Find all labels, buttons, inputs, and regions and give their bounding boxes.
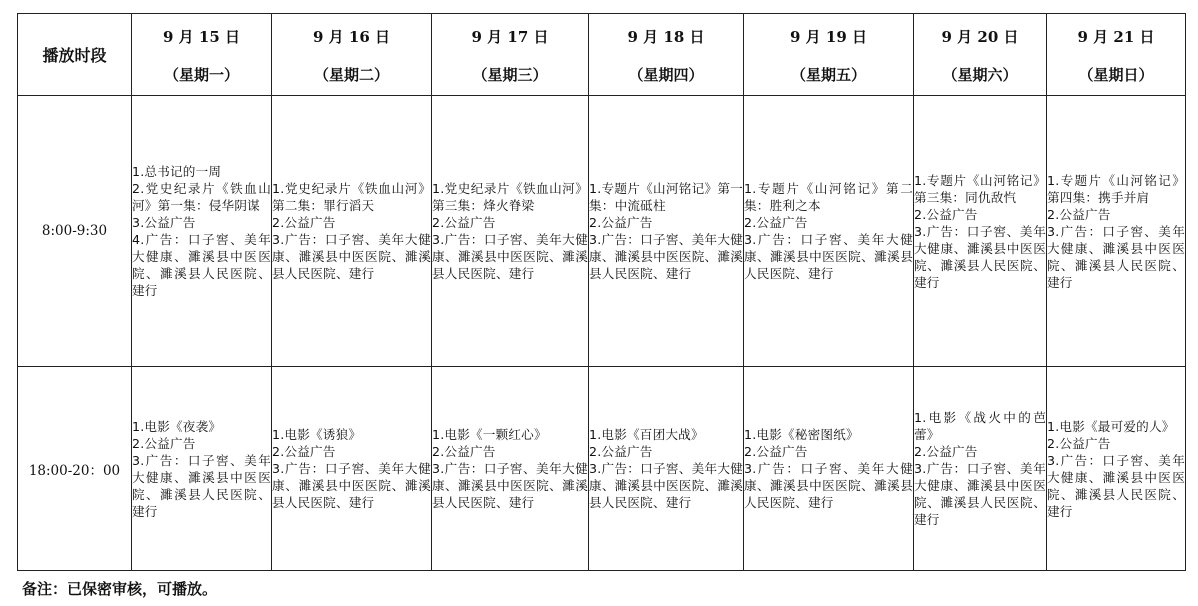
program-cell — [744, 96, 914, 367]
program-item: 4.广告：口子窖、美年大健康、濉溪县中医医院、濉溪县人民医院、建行 — [132, 232, 271, 298]
program-cell — [132, 96, 272, 367]
day-header — [132, 14, 272, 96]
slot-header: 播放时段 — [18, 14, 132, 96]
day-weekday: （星期四） — [628, 65, 704, 84]
day-header — [744, 14, 914, 96]
program-item: 2.公益广告 — [1047, 206, 1111, 222]
schedule-table — [17, 13, 1186, 571]
program-cell — [272, 96, 432, 367]
day-header — [432, 14, 589, 96]
program-item: 3.广告：口子窖、美年大健康、濉溪县中医医院、濉溪县人民医院、建行 — [914, 461, 1046, 527]
day-date: 9 月 15 日 — [163, 27, 240, 46]
program-item: 3.广告：口子窖、美年大健康、濉溪县中医医院、濉溪县人民医院、建行 — [1047, 223, 1185, 290]
program-item: 1.电影《最可爱的人》 — [1047, 418, 1175, 434]
day-weekday: （星期一） — [163, 65, 239, 84]
program-cell — [1047, 96, 1186, 367]
day-weekday: （星期六） — [942, 65, 1018, 84]
program-cell — [1047, 367, 1186, 571]
program-cell — [589, 367, 744, 571]
day-weekday: （星期三） — [472, 65, 548, 84]
program-item: 3.广告：口子窖、美年大健康、濉溪县中医医院、濉溪县人民医院、建行 — [432, 232, 588, 281]
day-date: 9 月 18 日 — [627, 27, 705, 46]
program-item: 1.党史纪录片《铁血山河》第二集：罪行滔天 — [272, 181, 431, 213]
program-item: 3.广告：口子窖、美年大健康、濉溪县中医医院、濉溪县人民医院、建行 — [589, 461, 743, 510]
program-item: 1.电影《战火中的芭蕾》 — [914, 410, 1046, 442]
time-slot: 8:00-9:30 — [18, 96, 132, 367]
footnote: 备注：已保密审核，可播放。 — [22, 580, 218, 598]
program-item: 2.公益广告 — [132, 435, 196, 451]
day-header — [589, 14, 744, 96]
program-item: 1.电影《诱狼》 — [272, 427, 362, 442]
day-weekday: （星期二） — [313, 65, 389, 84]
day-date: 9 月 20 日 — [941, 27, 1019, 46]
program-item: 3.广告：口子窖、美年大健康、濉溪县中医医院、濉溪县人民医院、建行 — [589, 232, 743, 281]
program-cell — [432, 96, 589, 367]
program-item: 3.广告：口子窖、美年大健康、濉溪县中医医院、濉溪县人民医院、建行 — [744, 232, 913, 281]
program-item: 2.公益广告 — [589, 215, 653, 230]
program-item: 1.专题片《山河铭记》第三集：同仇敌忾 — [914, 172, 1046, 205]
program-item: 2.公益广告 — [744, 444, 808, 459]
program-cell — [432, 367, 589, 571]
program-item: 3.公益广告 — [132, 215, 196, 230]
program-item: 2.党史纪录片《铁血山河》第一集：侵华阴谋 — [132, 181, 271, 213]
schedule-row — [18, 367, 1186, 571]
program-item: 2.公益广告 — [914, 444, 978, 459]
day-header — [914, 14, 1047, 96]
day-header — [1047, 14, 1186, 96]
program-item: 3.广告：口子窖、美年大健康、濉溪县中医医院、濉溪县人民医院、建行 — [914, 223, 1046, 290]
day-header — [272, 14, 432, 96]
program-item: 2.公益广告 — [272, 215, 336, 230]
program-cell — [589, 96, 744, 367]
program-cell — [914, 367, 1047, 571]
program-item: 3.广告：口子窖、美年大健康、濉溪县中医医院、濉溪县人民医院、建行 — [272, 461, 431, 510]
program-item: 2.公益广告 — [589, 444, 653, 459]
program-cell — [744, 367, 914, 571]
program-item: 2.公益广告 — [1047, 435, 1111, 451]
program-item: 1.电影《秘密图纸》 — [744, 427, 859, 442]
program-item: 3.广告：口子窖、美年大健康、濉溪县中医医院、濉溪县人民医院、建行 — [272, 232, 431, 281]
day-date: 9 月 17 日 — [471, 27, 549, 46]
program-item: 1.电影《夜袭》 — [132, 418, 222, 434]
time-slot: 18:00-20：00 — [18, 367, 132, 571]
program-cell — [132, 367, 272, 571]
program-item: 1.专题片《山河铭记》第一集：中流砥柱 — [589, 181, 743, 213]
program-item: 3.广告：口子窖、美年大健康、濉溪县中医医院、濉溪县人民医院、建行 — [132, 452, 271, 519]
program-item: 2.公益广告 — [432, 444, 496, 459]
program-item: 2.公益广告 — [272, 444, 336, 459]
program-cell — [272, 367, 432, 571]
header-row — [18, 14, 1186, 96]
program-item: 2.公益广告 — [744, 215, 808, 230]
program-item: 2.公益广告 — [914, 206, 978, 222]
program-item: 3.广告：口子窖、美年大健康、濉溪县中医医院、濉溪县人民医院、建行 — [1047, 452, 1185, 519]
program-item: 1.总书记的一周 — [132, 164, 222, 179]
program-item: 2.公益广告 — [432, 215, 496, 230]
schedule-row — [18, 96, 1186, 367]
program-item: 1.专题片《山河铭记》第二集：胜利之本 — [744, 181, 913, 213]
program-item: 3.广告：口子窖、美年大健康、濉溪县中医医院、濉溪县人民医院、建行 — [432, 461, 588, 510]
program-item: 1.电影《百团大战》 — [589, 427, 704, 442]
program-cell — [914, 96, 1047, 367]
program-item: 1.专题片《山河铭记》第四集：携手并肩 — [1047, 172, 1185, 205]
day-date: 9 月 19 日 — [790, 27, 867, 46]
day-date: 9 月 21 日 — [1077, 27, 1155, 46]
day-date: 9 月 16 日 — [313, 27, 390, 46]
program-item: 1.党史纪录片《铁血山河》第三集：烽火脊梁 — [432, 181, 588, 213]
day-weekday: （星期五） — [790, 65, 866, 84]
program-item: 3.广告：口子窖、美年大健康、濉溪县中医医院、濉溪县人民医院、建行 — [744, 461, 913, 510]
program-item: 1.电影《一颗红心》 — [432, 427, 547, 442]
day-weekday: （星期日） — [1078, 65, 1154, 84]
